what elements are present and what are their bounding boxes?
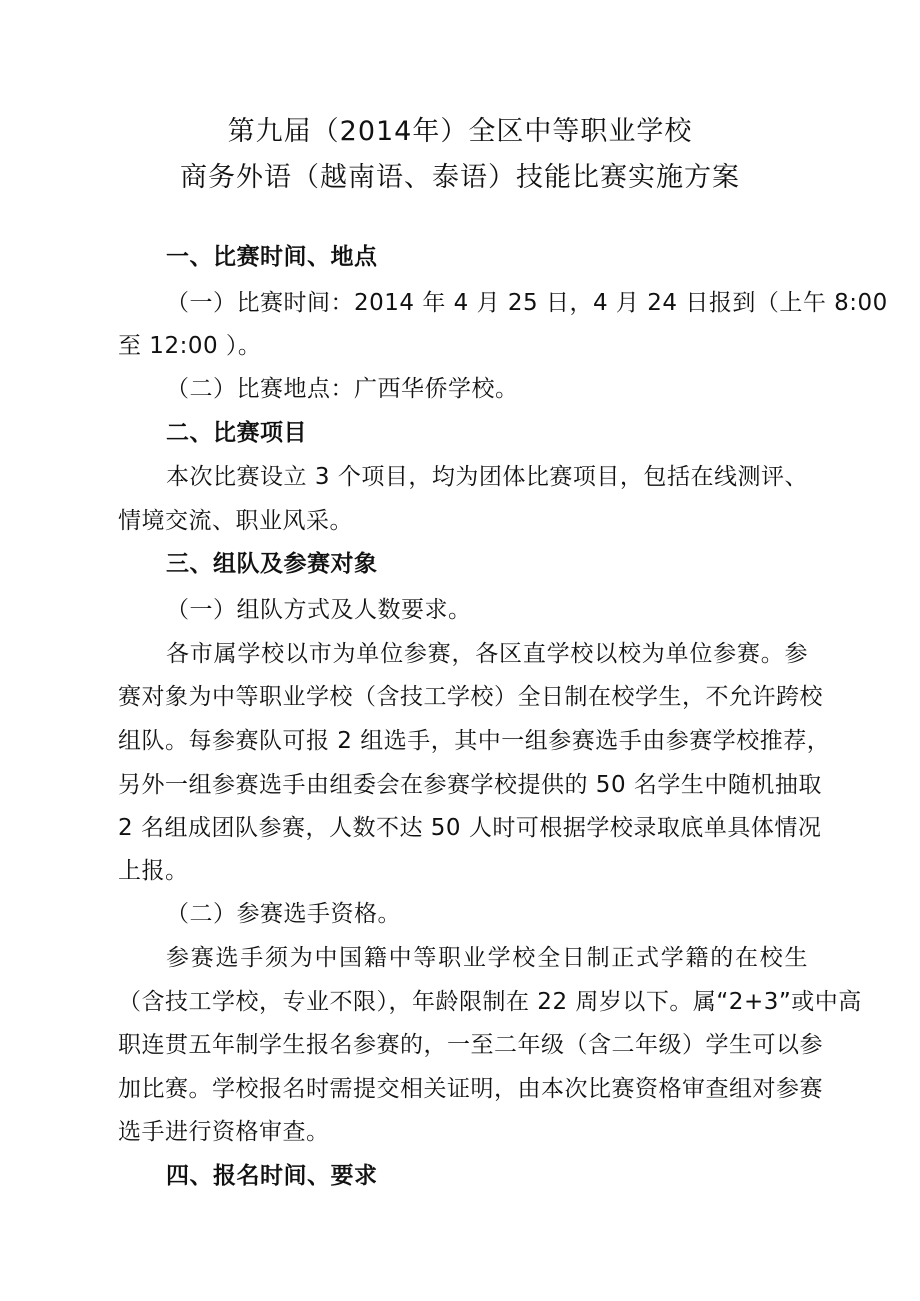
section-1-paragraph-1-line-2: 至 12:00 ）。 — [118, 333, 262, 359]
section-2-heading: 二、比赛项目 — [166, 420, 307, 446]
section-3-paragraph-2-line-2: （含技工学校，专业不限），年龄限制在 22 周岁以下。属“2+3”或中高 — [118, 989, 862, 1015]
section-2-paragraph-line-2: 情境交流、职业风采。 — [118, 508, 353, 534]
section-4-heading: 四、报名时间、要求 — [166, 1163, 378, 1189]
section-3-heading: 三、组队及参赛对象 — [166, 551, 378, 577]
section-1-paragraph-1-line-1: （一）比赛时间：2014 年 4 月 25 日，4 月 24 日报到（上午 8:00 — [166, 290, 888, 316]
section-3-paragraph-1-line-6: 上报。 — [118, 858, 189, 884]
document-title-line-2: 商务外语（越南语、泰语）技能比赛实施方案 — [180, 162, 740, 193]
section-1-heading: 一、比赛时间、地点 — [166, 244, 378, 270]
section-3-paragraph-2-line-3: 职连贯五年制学生报名参赛的，一至二年级（含二年级）学生可以参 — [118, 1032, 823, 1058]
section-3-paragraph-2-line-5: 选手进行资格审查。 — [118, 1119, 330, 1145]
section-3-paragraph-2-line-4: 加比赛。学校报名时需提交相关证明，由本次比赛资格审查组对参赛 — [118, 1076, 823, 1102]
section-3-paragraph-1-line-2: 赛对象为中等职业学校（含技工学校）全日制在校学生，不允许跨校 — [118, 684, 823, 710]
section-3-subheading-2: （二）参赛选手资格。 — [166, 901, 401, 927]
section-3-paragraph-1-line-1: 各市属学校以市为单位参赛，各区直学校以校为单位参赛。参 — [166, 641, 808, 667]
document-title-line-1: 第九届（2014年）全区中等职业学校 — [227, 116, 693, 147]
section-3-paragraph-2-line-1: 参赛选手须为中国籍中等职业学校全日制正式学籍的在校生 — [166, 945, 808, 971]
section-3-paragraph-1-line-3: 组队。每参赛队可报 2 组选手，其中一组参赛选手由参赛学校推荐， — [118, 728, 831, 754]
section-1-paragraph-2: （二）比赛地点：广西华侨学校。 — [166, 376, 519, 402]
section-2-paragraph-line-1: 本次比赛设立 3 个项目，均为团体比赛项目，包括在线测评、 — [166, 464, 808, 490]
section-3-subheading-1: （一）组队方式及人数要求。 — [166, 597, 472, 623]
section-3-paragraph-1-line-5: 2 名组成团队参赛，人数不达 50 人时可根据学校录取底单具体情况 — [118, 815, 822, 841]
section-3-paragraph-1-line-4: 另外一组参赛选手由组委会在参赛学校提供的 50 名学生中随机抽取 — [118, 772, 822, 798]
